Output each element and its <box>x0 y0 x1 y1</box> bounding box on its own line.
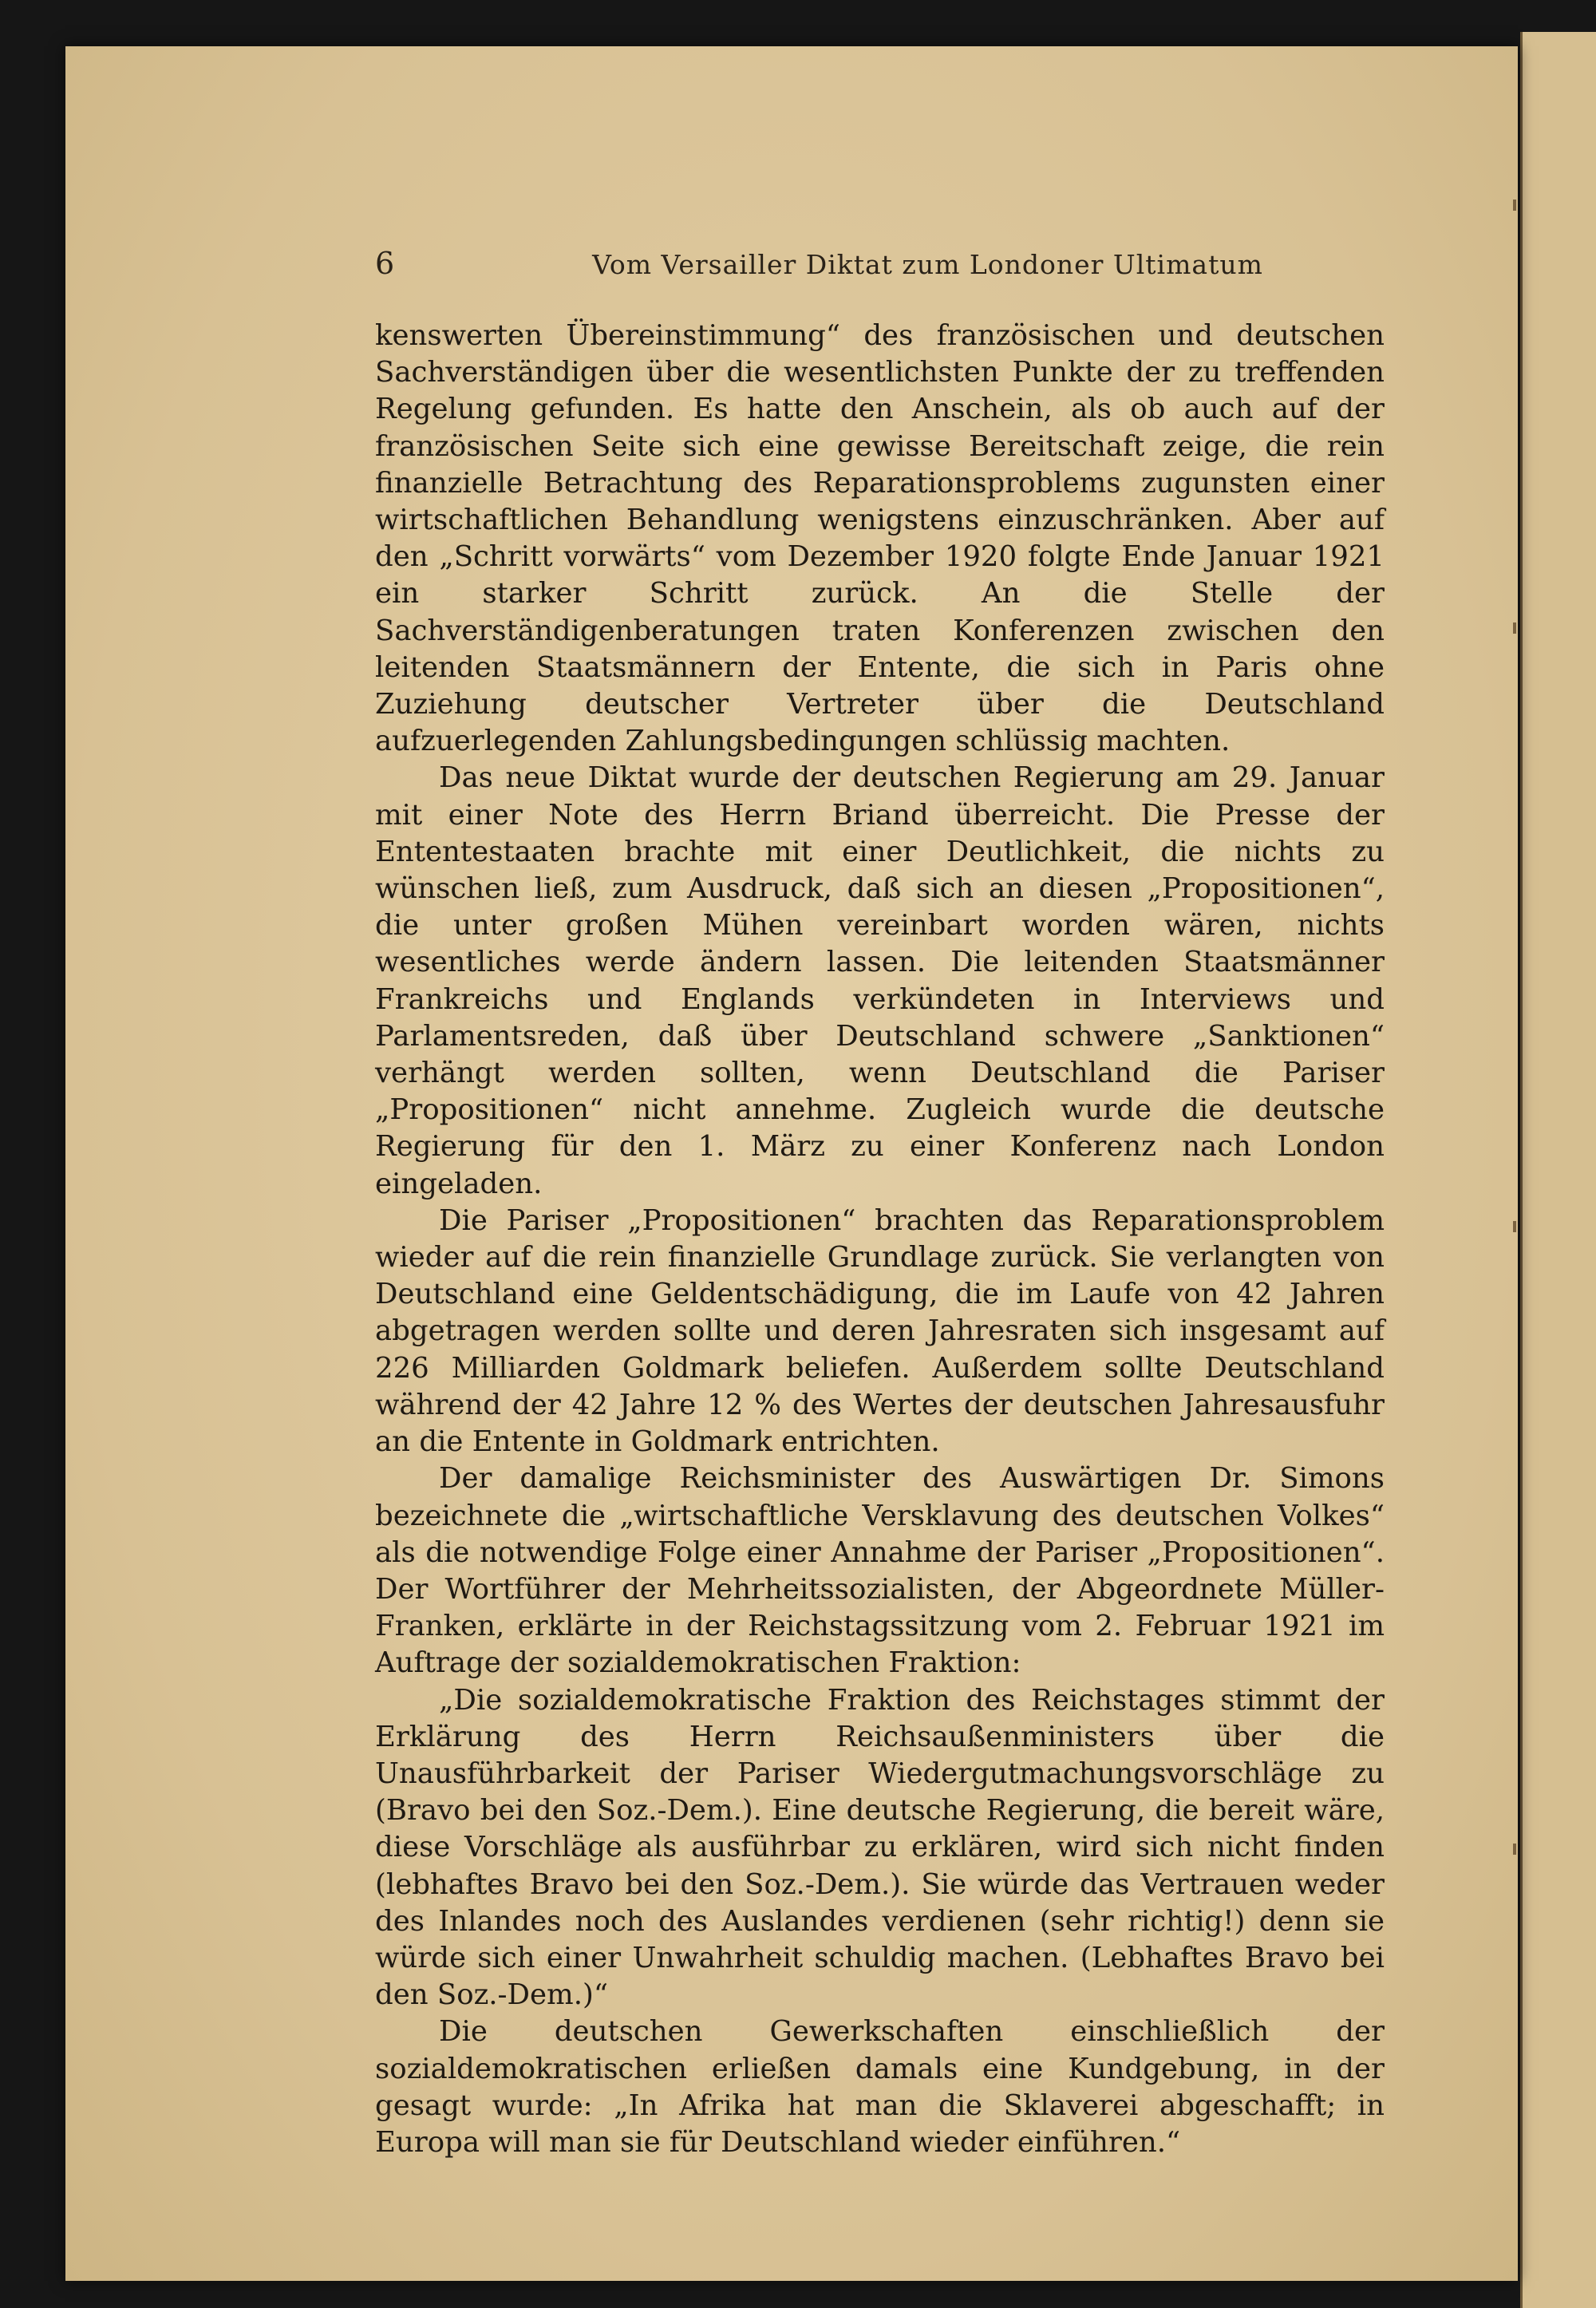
binding-stitch <box>1513 200 1516 211</box>
paragraph: Das neue Diktat wurde der deutschen Regierung am 29. Januar mit einer Note des Herrn Briand überreicht. Die Presse der Ententestaaten brachte mit einer Deutlichkeit, die nichts zu wünschen ließ, zum Ausdruck, daß sich an diesen „Propositionen“, die unter großen Mühen vereinbart worden wären, nichts wesentliches werde ändern lassen. Die leitenden Staatsmänner Frankreichs und Englands verkündeten in Interviews und Parlamentsreden, daß über Deutschland schwere „Sanktionen“ verhängt werden sollten, wenn Deutschland die Pariser „Propositionen“ nicht annehme. Zugleich wurde die deutsche Regierung für den 1. März zu einer Konferenz nach London eingeladen. <box>375 761 1385 1200</box>
quotation-paragraph: „Die sozialdemokratische Fraktion des Reichstages stimmt der Erklärung des Herrn Reichsaußenministers über die Unausführbarkeit der Pariser Wiedergutmachungsvorschläge zu (Bravo bei den Soz.-Dem.). Eine deutsche Regierung, die bereit wäre, diese Vorschläge als ausführbar zu erklären, wird sich nicht finden (lebhaftes Bravo bei den Soz.-Dem.). Sie würde das Vertrauen weder des Inlandes noch des Auslandes verdienen (sehr richtig!) denn sie würde sich einer Unwahrheit schuldig machen. (Lebhaftes Bravo bei den Soz.-Dem.)“ <box>375 1683 1385 2012</box>
body-text <box>375 318 1385 2161</box>
paragraph-continued: kenswerten Übereinstimmung“ des französischen und deutschen Sachverständigen über die wesentlichsten Punkte der zu treffenden Regelung gefunden. Es hatte den Anschein, als ob auch auf der französischen Seite sich eine gewisse Bereitschaft zeige, die rein finanzielle Betrachtung des Reparationsproblems zugunsten einer wirtschaftlichen Behandlung wenigstens einzuschränken. Aber auf den „Schritt vorwärts“ vom Dezember 1920 folgte Ende Januar 1921 ein starker Schritt zurück. An die Stelle der Sachverständigenberatungen traten Konferenzen zwischen den leitenden Staatsmännern der Entente, die sich in Paris ohne Zuziehung deutscher Vertreter über die Deutschland aufzuerlegenden Zahlungsbedingungen schlüssig machten. <box>375 319 1385 758</box>
page-header <box>375 246 1385 290</box>
page-number: 6 <box>375 246 395 281</box>
binding-stitch <box>1513 1844 1516 1855</box>
paragraph: Die Pariser „Propositionen“ brachten das Reparationsproblem wieder auf die rein finanzielle Grundlage zurück. Sie verlangten von Deutschland eine Geldentschädigung, die im Laufe von 42 Jahren abgetragen werden sollte und deren Jahresraten sich insgesamt auf 226 Milliarden Goldmark beliefen. Außerdem sollte Deutschland während der 42 Jahre 12 % des Wertes der deutschen Jahresausfuhr an die Entente in Goldmark entrichten. <box>375 1203 1385 1459</box>
binding-stitch <box>1513 1221 1516 1232</box>
running-title: Vom Versailler Diktat zum Londoner Ultimatum <box>592 249 1263 280</box>
paragraph: Der damalige Reichsminister des Auswärtigen Dr. Simons bezeichnete die „wirtschaftliche Versklavung des deutschen Volkes“ als die notwendige Folge einer Annahme der Pariser „Propositionen“. Der Wortführer der Mehrheitssozialisten, der Abgeordnete Müller-Franken, erklärte in der Reichstagssitzung vom 2. Februar 1921 im Auftrage der sozialdemokratischen Fraktion: <box>375 1462 1385 1680</box>
binding-stitch <box>1513 622 1516 634</box>
paragraph: Die deutschen Gewerkschaften einschließlich der sozialdemokratischen erließen damals eine Kundgebung, in der gesagt wurde: „In Afrika hat man die Sklaverei abgeschafft; in Europa will man sie für Deutschland wieder einführen.“ <box>375 2015 1385 2159</box>
adjacent-page-edge <box>1520 32 1596 2308</box>
